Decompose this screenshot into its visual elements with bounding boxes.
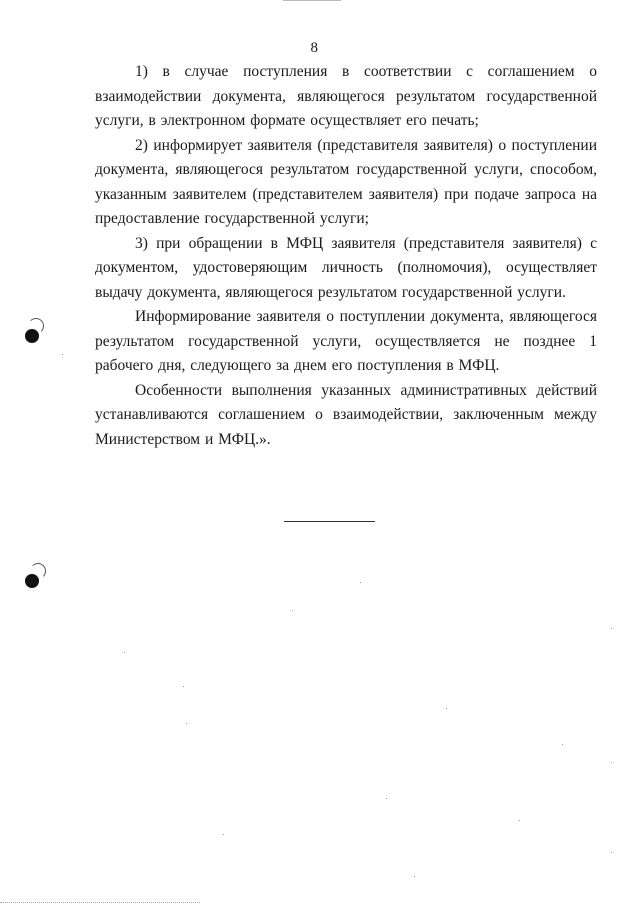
scan-speck [186, 723, 187, 724]
punch-hole-top [25, 329, 39, 343]
scan-speck [446, 708, 447, 709]
scan-speck [62, 354, 63, 355]
scan-speck [611, 852, 612, 853]
scan-speck [414, 876, 415, 877]
scan-speck [124, 652, 125, 653]
paragraph-informing: Информирование заявителя о поступлении документа, являющегося результатом государственной услуги, осуществляется не позднее 1 рабочего дня, следующего за днем его поступления в МФЦ. [95, 308, 597, 374]
scan-speck [183, 686, 184, 687]
scan-edge-line [0, 902, 200, 903]
scan-edge-line [283, 0, 341, 1]
paragraph-item-3: 3) при обращении в МФЦ заявителя (представителя заявителя) с документом, удостоверяющим личность (полномочия), осуществляет выдачу документа, являющегося результатом государственной услуги. [95, 234, 597, 301]
scan-speck [562, 744, 563, 745]
scan-speck [519, 820, 520, 821]
punch-hole-bottom [25, 574, 39, 588]
scan-speck [386, 798, 387, 799]
scan-speck [611, 762, 612, 763]
scan-speck [292, 610, 293, 611]
paragraph-specifics: Особенности выполнения указанных административных действий устанавливаются соглашением о взаимодействии, заключенным между Министерством и МФЦ.». [95, 381, 597, 448]
paragraph-item-2: 2) информирует заявителя (представителя заявителя) о поступлении документа, являющегося результатом государственной услуги, способом, указанным заявителем (представителем заявителя) при подаче запроса на предоставление государственной услуги; [95, 136, 597, 227]
scan-speck [360, 582, 361, 583]
scan-speck [611, 628, 612, 629]
scan-speck [223, 834, 224, 835]
end-of-text-rule [284, 521, 375, 522]
page-number: 8 [310, 40, 319, 56]
paragraph-item-1: 1) в случае поступления в соответствии с соглашением о взаимодействии документа, являющегося результатом государственной услуги, в электронном формате осуществляет его печать; [95, 63, 597, 129]
document-body [95, 60, 597, 452]
